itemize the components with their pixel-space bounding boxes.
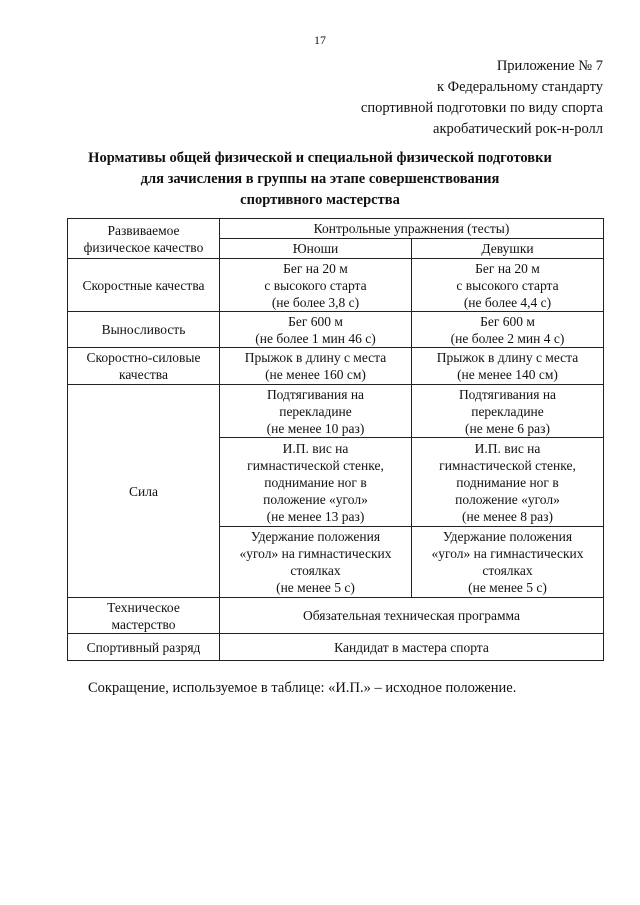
page-number: 17 xyxy=(314,33,326,47)
cell-line: Выносливость xyxy=(101,322,186,337)
cell-line: Бег на 20 м xyxy=(475,260,540,276)
boys-speed-strength xyxy=(220,348,412,385)
cell-line: положение «угол» xyxy=(455,491,560,507)
girls-leg-raise xyxy=(412,438,604,527)
cell-line: перекладине xyxy=(471,403,544,419)
cell-line: Бег 600 м xyxy=(288,313,343,329)
cell-line: с высокого старта xyxy=(264,277,367,293)
cell-line: (не более 4,4 с) xyxy=(463,294,552,310)
appendix-line: акробатический рок-н-ролл xyxy=(433,121,603,137)
cell-line: перекладине xyxy=(279,403,352,419)
appendix-line: Приложение № 7 xyxy=(496,58,603,74)
cell-line: Прыжок в длину с места xyxy=(436,350,579,365)
cell-line: Скоростно-силовые xyxy=(86,350,201,365)
cell-line: (не более 3,8 с) xyxy=(271,294,360,310)
cell-line: стоялках xyxy=(290,563,341,578)
cell-line: (не более 1 мин 46 с) xyxy=(255,330,376,346)
cell-line: Развиваемое xyxy=(107,222,180,238)
cell-line: Подтягивания на xyxy=(266,386,365,402)
cell-line: положение «угол» xyxy=(263,491,368,507)
cell-line: (не менее 140 см) xyxy=(457,367,558,382)
cell-line: поднимание ног в xyxy=(456,474,559,490)
boys-angle-hold xyxy=(220,527,412,598)
quality-strength xyxy=(68,385,220,598)
cell-line: И.П. вис на xyxy=(474,440,541,456)
cell-line: физическое качество xyxy=(83,239,204,255)
cell-line: поднимание ног в xyxy=(264,474,367,490)
cell-line: (не менее 10 раз) xyxy=(266,420,365,436)
quality-speed-strength xyxy=(68,348,220,385)
cell-line: «угол» на гимнастических xyxy=(431,546,584,561)
girls-speed-strength xyxy=(412,348,604,385)
cell-line: Бег 600 м xyxy=(480,313,535,329)
cell-line: Спортивный разряд xyxy=(86,639,201,655)
cell-line: (не менее 5 с) xyxy=(468,580,547,595)
cell-line: гимнастической стенке, xyxy=(247,457,384,473)
girls-pullups xyxy=(412,385,604,438)
rank-value: Кандидат в мастера спорта xyxy=(220,634,604,661)
cell-line: (не менее 160 см) xyxy=(265,367,366,382)
quality-endurance xyxy=(68,312,220,348)
standards-table xyxy=(67,218,604,661)
cell-line: Сила xyxy=(129,483,158,499)
cell-line: Подтягивания на xyxy=(458,386,557,402)
boys-leg-raise xyxy=(220,438,412,527)
cell-line: «угол» на гимнастических xyxy=(239,546,392,561)
cell-line: стоялках xyxy=(482,563,533,578)
header-girls: Девушки xyxy=(412,239,604,259)
cell-line: мастерство xyxy=(111,616,176,632)
cell-line: Скоростные качества xyxy=(82,277,205,293)
cell-line: (не менее 8 раз) xyxy=(462,508,553,524)
quality-rank xyxy=(68,634,220,661)
appendix-line: к Федеральному стандарту xyxy=(436,79,603,95)
cell-line: И.П. вис на xyxy=(282,440,349,456)
cell-line: Прыжок в длину с места xyxy=(244,350,387,365)
cell-line: (не менее 13 раз) xyxy=(266,508,365,524)
cell-line: (не более 2 мин 4 с) xyxy=(450,330,565,346)
title-line: спортивного мастерства xyxy=(240,192,400,208)
header-tests: Контрольные упражнения (тесты) xyxy=(220,219,604,239)
girls-angle-hold xyxy=(412,527,604,598)
quality-speed xyxy=(68,259,220,312)
cell-line: Удержание положения xyxy=(442,529,573,544)
boys-endurance xyxy=(220,312,412,348)
boys-speed xyxy=(220,259,412,312)
cell-line: с высокого старта xyxy=(456,277,559,293)
boys-pullups xyxy=(220,385,412,438)
cell-line: Удержание положения xyxy=(250,529,381,544)
title-line: Нормативы общей физической и специальной физической подготовки xyxy=(88,150,552,166)
abbreviation-note: Сокращение, используемое в таблице: «И.П.» – исходное положение. xyxy=(88,680,517,696)
cell-line: (не мене 6 раз) xyxy=(465,420,550,436)
cell-line: Бег на 20 м xyxy=(283,260,348,276)
quality-technical xyxy=(68,598,220,634)
cell-line: гимнастической стенке, xyxy=(439,457,576,473)
girls-endurance xyxy=(412,312,604,348)
title-line: для зачисления в группы на этапе совершенствования xyxy=(140,171,500,187)
header-boys: Юноши xyxy=(220,239,412,259)
technical-program: Обязательная техническая программа xyxy=(220,598,604,634)
header-quality xyxy=(68,219,220,259)
document-title xyxy=(0,148,640,211)
cell-line: Техническое xyxy=(107,599,180,615)
cell-line: качества xyxy=(118,367,168,382)
appendix-line: спортивной подготовки по виду спорта xyxy=(360,100,603,116)
cell-line: (не менее 5 с) xyxy=(276,580,355,595)
appendix-header xyxy=(361,56,603,140)
girls-speed xyxy=(412,259,604,312)
